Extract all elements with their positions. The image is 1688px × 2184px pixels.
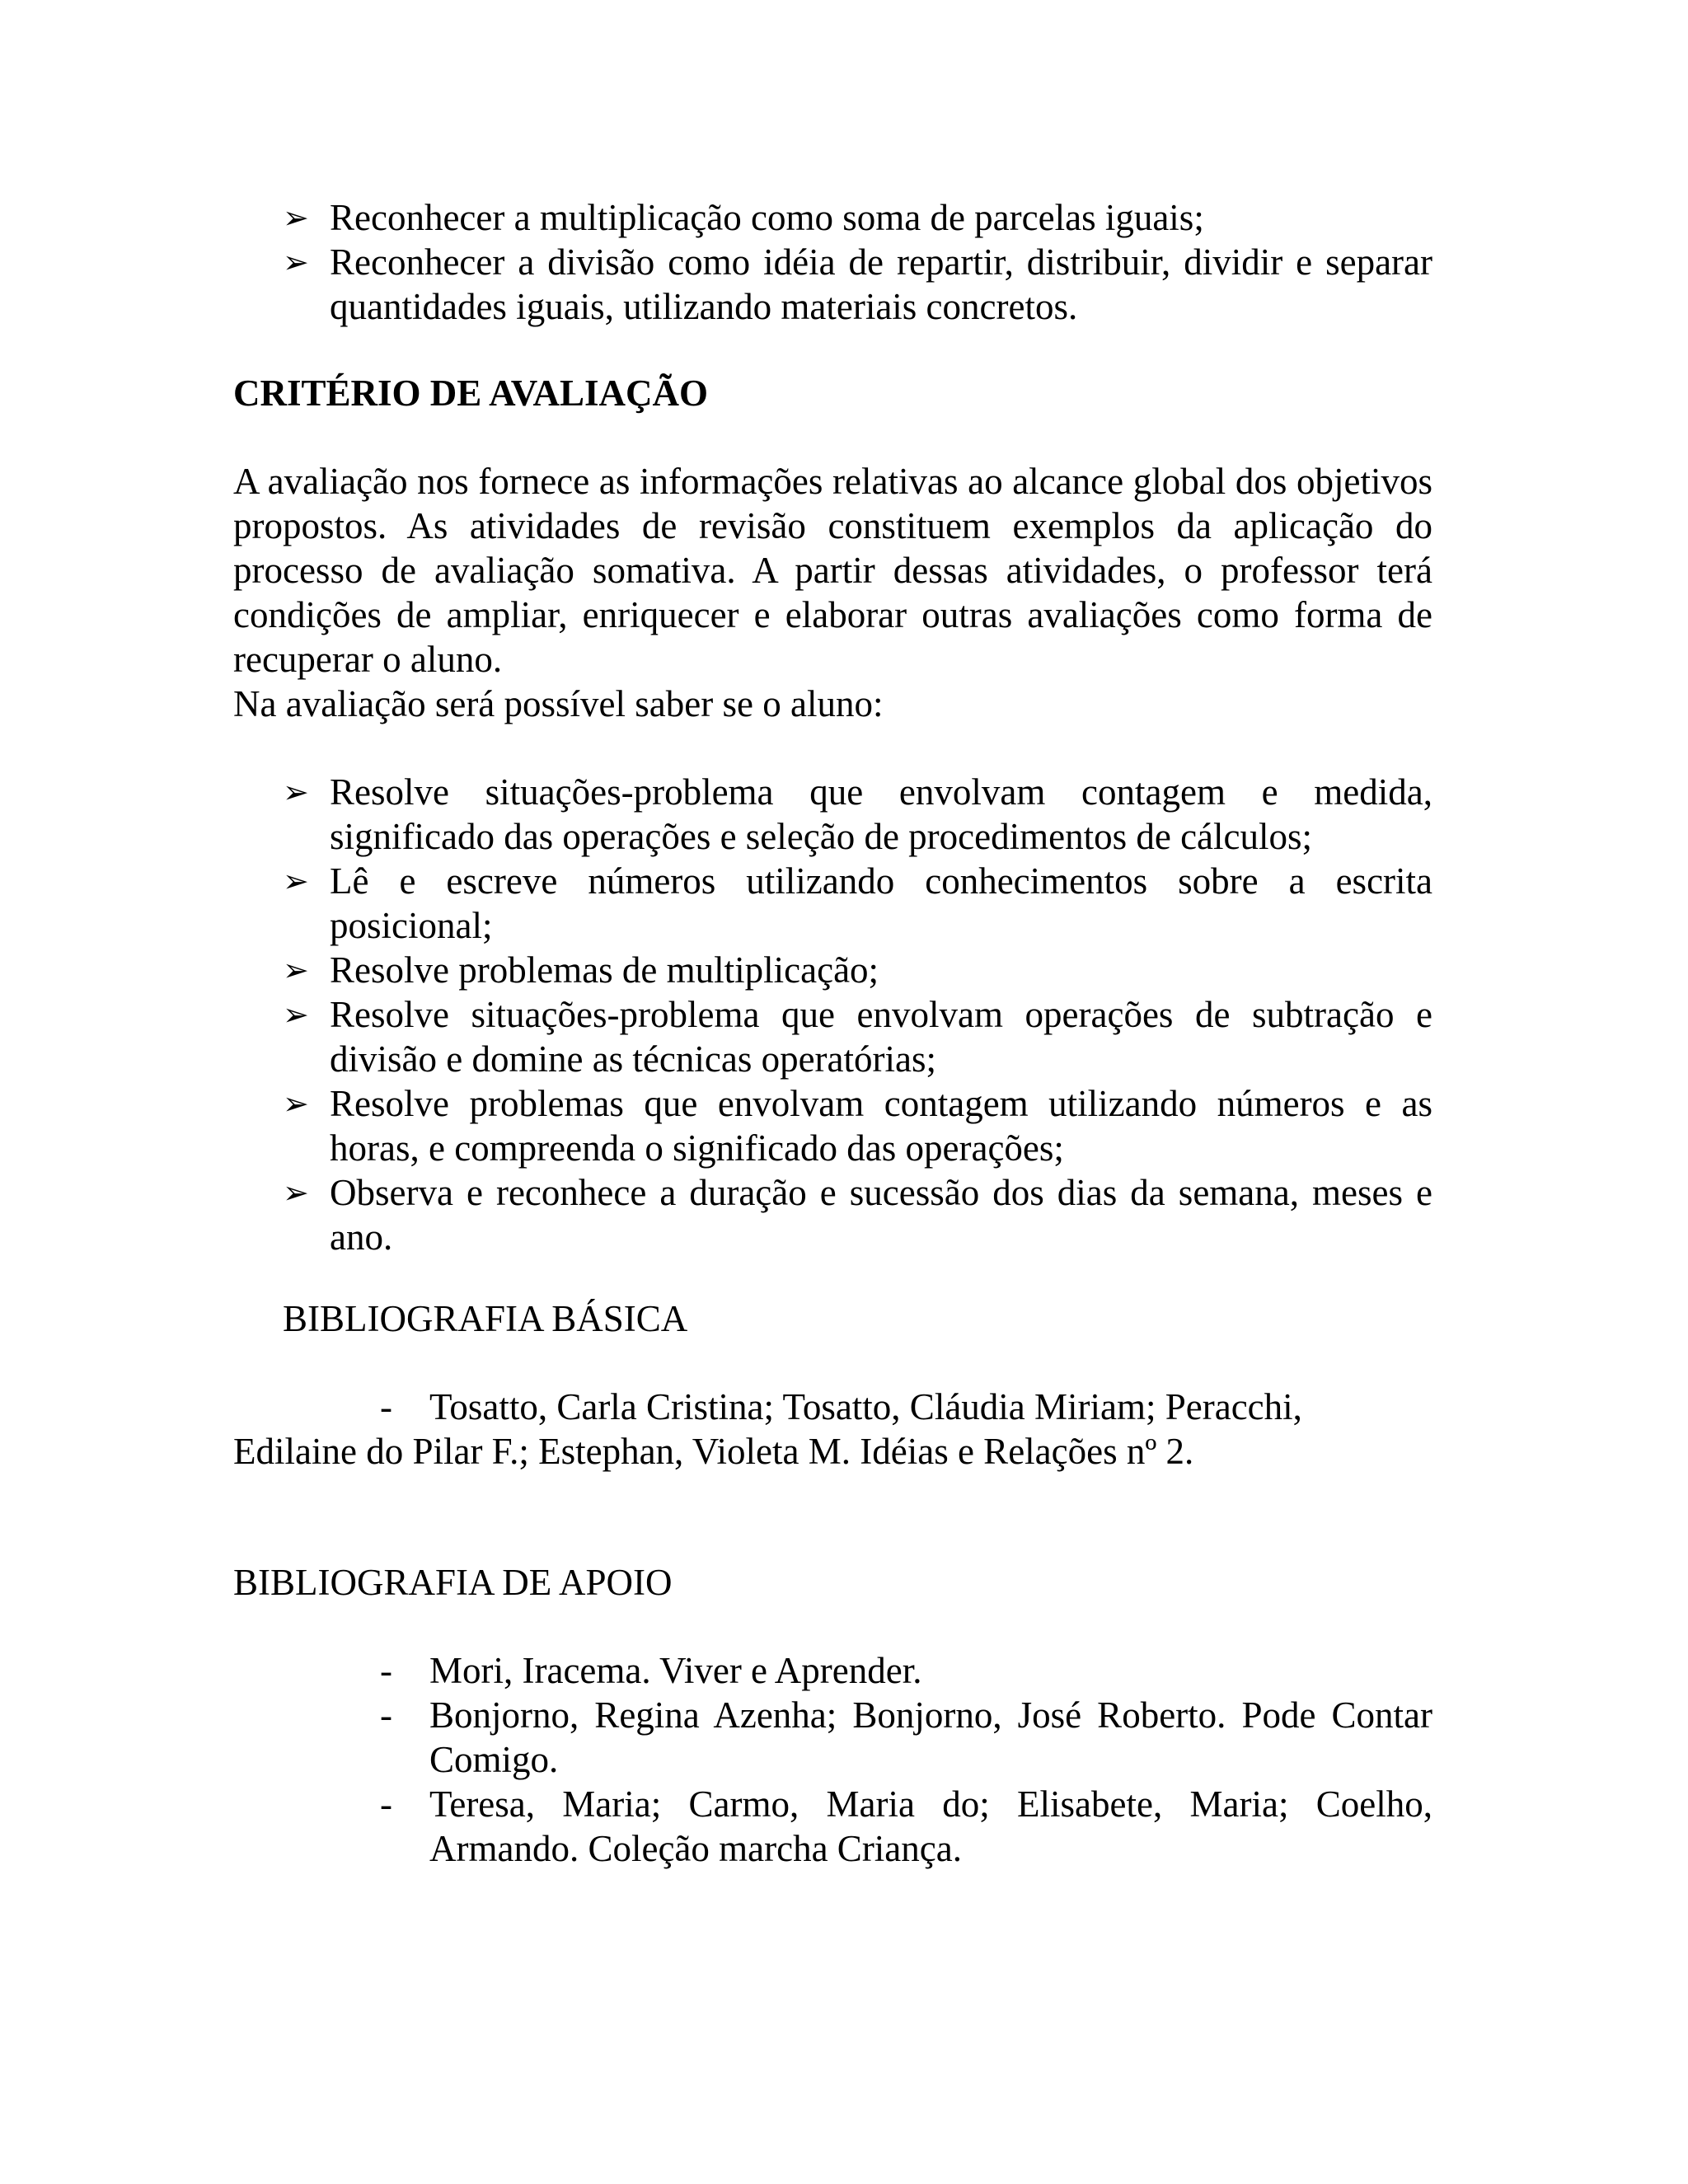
bibliografia-basica-reference (233, 1385, 1432, 1474)
list-item-text: Observa e reconhece a duração e sucessão dos dias da semana, meses e ano. (330, 1172, 1432, 1258)
list-item-text: Resolve problemas que envolvam contagem utilizando números e as horas, e compreenda o significado das operações; (330, 1083, 1432, 1169)
list-item (233, 948, 1432, 992)
bibliografia-apoio-list (233, 1648, 1432, 1871)
list-item (233, 1648, 1432, 1693)
list-item (233, 1081, 1432, 1170)
list-item-text: Resolve problemas de multiplicação; (330, 949, 879, 991)
reference-dash: - (380, 1694, 392, 1736)
list-item-text: Reconhecer a multiplicação como soma de parcelas iguais; (330, 197, 1204, 238)
list-item-text: Mori, Iracema. Viver e Aprender. (429, 1650, 922, 1691)
list-item (233, 1693, 1432, 1782)
list-item (233, 859, 1432, 948)
list-item-text: Resolve situações-problema que envolvam contagem e medida, significado das operações e seleção de procedimentos de cálculos; (330, 771, 1432, 857)
arrow-bullet-icon: ➢ (283, 996, 309, 1033)
arrow-bullet-icon: ➢ (283, 244, 309, 280)
arrow-bullet-icon: ➢ (283, 1085, 309, 1122)
list-item-text: Bonjorno, Regina Azenha; Bonjorno, José Roberto. Pode Contar Comigo. (429, 1694, 1432, 1780)
list-item (233, 195, 1432, 240)
arrow-bullet-icon: ➢ (283, 952, 309, 988)
list-item-text: Resolve situações-problema que envolvam operações de subtração e divisão e domine as técnicas operatórias; (330, 994, 1432, 1080)
list-item (233, 770, 1432, 859)
arrow-bullet-icon: ➢ (283, 774, 309, 810)
reference-dash: - (380, 1650, 392, 1691)
list-item-text: Lê e escreve números utilizando conhecimentos sobre a escrita posicional; (330, 860, 1432, 946)
list-item (233, 1170, 1432, 1259)
reference-line-2: Edilaine do Pilar F.; Estephan, Violeta M. Idéias e Relações nº 2. (233, 1431, 1194, 1472)
arrow-bullet-icon: ➢ (283, 199, 309, 236)
list-item (233, 1782, 1432, 1871)
list-item-text: Reconhecer a divisão como idéia de repartir, distribuir, dividir e separar quantidades iguais, utilizando materiais concretos. (330, 241, 1432, 327)
reference-dash: - (380, 1386, 392, 1427)
reference-line-1: Tosatto, Carla Cristina; Tosatto, Cláudia Miriam; Peracchi, (429, 1386, 1302, 1427)
arrow-bullet-icon: ➢ (283, 1174, 309, 1211)
list-item-text: Teresa, Maria; Carmo, Maria do; Elisabete, Maria; Coelho, Armando. Coleção marcha Criança. (429, 1783, 1432, 1869)
list-item (233, 992, 1432, 1081)
bibliografia-apoio-heading: BIBLIOGRAFIA DE APOIO (233, 1562, 673, 1603)
criterio-list (233, 770, 1432, 1259)
bibliografia-basica-heading: BIBLIOGRAFIA BÁSICA (283, 1298, 688, 1339)
criterio-heading: CRITÉRIO DE AVALIAÇÃO (233, 373, 708, 414)
arrow-bullet-icon: ➢ (283, 863, 309, 899)
criterio-intro: Na avaliação será possível saber se o aluno: (233, 683, 884, 724)
criterio-paragraph: A avaliação nos fornece as informações relativas ao alcance global dos objetivos propostos. As atividades de revisão constituem exemplos da aplicação do processo de avaliação somativa. A partir dessas atividades, o professor terá condições de ampliar, enriquecer e elaborar outras avaliações como forma de recuperar o aluno. (233, 461, 1432, 680)
list-item (233, 240, 1432, 329)
reference-dash: - (380, 1783, 392, 1825)
objectives-list (233, 195, 1432, 329)
